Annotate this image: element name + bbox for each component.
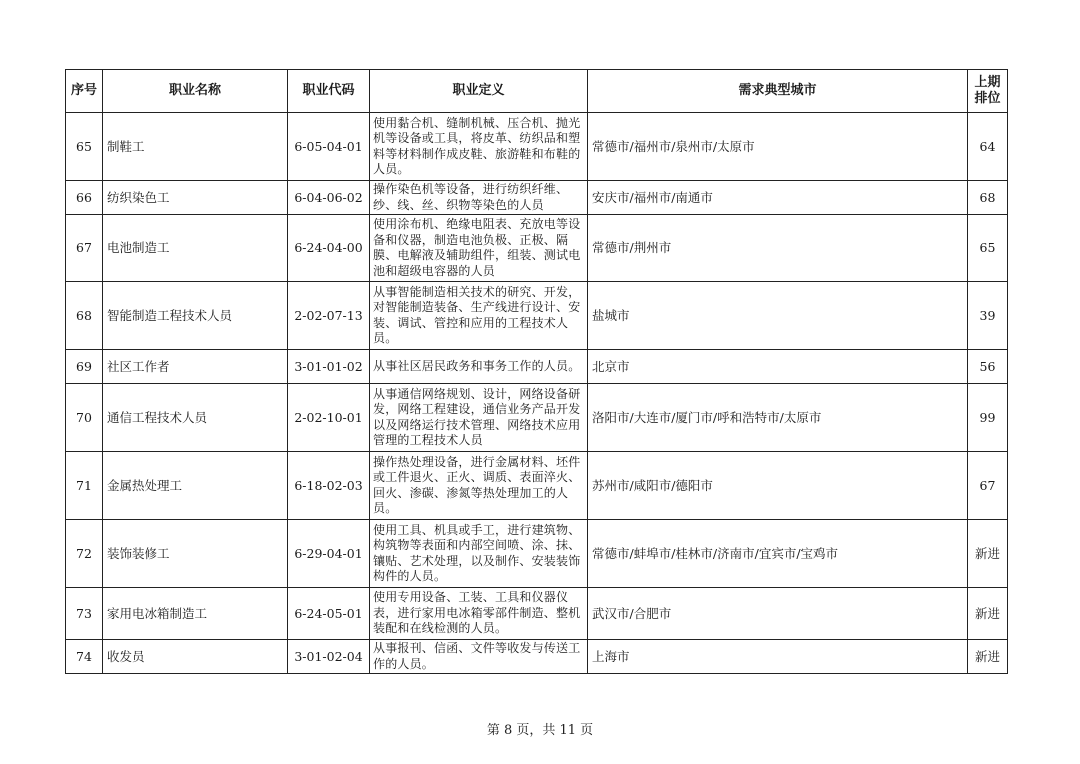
row-occupation-name: 通信工程技术人员 [103, 384, 288, 452]
row-occupation-code: 6-05-04-01 [288, 113, 370, 181]
row-occupation-code: 3-01-02-04 [288, 640, 370, 674]
header-typical-cities: 需求典型城市 [588, 70, 968, 113]
row-occupation-code: 3-01-01-02 [288, 350, 370, 384]
row-occupation-code: 2-02-10-01 [288, 384, 370, 452]
row-occupation-definition: 使用专用设备、工装、工具和仪器仪表，进行家用电冰箱零部件制造、整机装配和在线检测的人员。 [370, 588, 588, 640]
row-index: 70 [66, 384, 103, 452]
row-index: 66 [66, 181, 103, 215]
row-index: 65 [66, 113, 103, 181]
row-previous-rank: 67 [968, 452, 1008, 520]
row-occupation-code: 6-24-04-00 [288, 215, 370, 282]
row-typical-cities: 常德市/荆州市 [588, 215, 968, 282]
table-row [66, 588, 1008, 640]
row-typical-cities: 洛阳市/大连市/厦门市/呼和浩特市/太原市 [588, 384, 968, 452]
row-occupation-name: 电池制造工 [103, 215, 288, 282]
header-occupation-definition: 职业定义 [370, 70, 588, 113]
row-index: 68 [66, 282, 103, 350]
row-typical-cities: 北京市 [588, 350, 968, 384]
row-occupation-name: 制鞋工 [103, 113, 288, 181]
row-occupation-definition: 操作染色机等设备，进行纺织纤维、纱、线、丝、织物等染色的人员 [370, 181, 588, 215]
row-occupation-definition: 从事报刊、信函、文件等收发与传送工作的人员。 [370, 640, 588, 674]
row-index: 69 [66, 350, 103, 384]
row-occupation-code: 6-29-04-01 [288, 520, 370, 588]
table-row [66, 215, 1008, 282]
row-occupation-name: 智能制造工程技术人员 [103, 282, 288, 350]
row-occupation-name: 家用电冰箱制造工 [103, 588, 288, 640]
row-previous-rank: 新进 [968, 640, 1008, 674]
header-index: 序号 [66, 70, 103, 113]
row-previous-rank: 39 [968, 282, 1008, 350]
row-previous-rank: 新进 [968, 588, 1008, 640]
row-occupation-name: 纺织染色工 [103, 181, 288, 215]
row-previous-rank: 68 [968, 181, 1008, 215]
table-row [66, 181, 1008, 215]
header-occupation-name: 职业名称 [103, 70, 288, 113]
table-row [66, 520, 1008, 588]
header-occupation-code: 职业代码 [288, 70, 370, 113]
table-row [66, 640, 1008, 674]
row-occupation-code: 6-18-02-03 [288, 452, 370, 520]
row-previous-rank: 99 [968, 384, 1008, 452]
row-occupation-code: 6-24-05-01 [288, 588, 370, 640]
career-table [65, 69, 1008, 674]
row-occupation-name: 社区工作者 [103, 350, 288, 384]
row-occupation-name: 装饰装修工 [103, 520, 288, 588]
row-index: 73 [66, 588, 103, 640]
page-footer: 第 8 页，共 11 页 [486, 723, 594, 738]
row-typical-cities: 安庆市/福州市/南通市 [588, 181, 968, 215]
row-index: 71 [66, 452, 103, 520]
row-previous-rank: 64 [968, 113, 1008, 181]
row-previous-rank: 56 [968, 350, 1008, 384]
table-row [66, 282, 1008, 350]
header-previous-rank: 上期排位 [968, 70, 1008, 113]
row-occupation-definition: 使用黏合机、缝制机械、压合机、抛光机等设备或工具，将皮革、纺织品和塑料等材料制作成皮鞋、旅游鞋和布鞋的人员。 [370, 113, 588, 181]
row-index: 74 [66, 640, 103, 674]
row-typical-cities: 盐城市 [588, 282, 968, 350]
row-occupation-definition: 使用工具、机具或手工，进行建筑物、构筑物等表面和内部空间喷、涂、抹、镶贴、艺术处理，以及制作、安装装饰构件的人员。 [370, 520, 588, 588]
row-previous-rank: 新进 [968, 520, 1008, 588]
row-index: 67 [66, 215, 103, 282]
row-occupation-definition: 操作热处理设备，进行金属材料、坯件或工件退火、正火、调质、表面淬火、回火、渗碳、渗氮等热处理加工的人员。 [370, 452, 588, 520]
row-occupation-definition: 从事智能制造相关技术的研究、开发，对智能制造装备、生产线进行设计、安装、调试、管控和应用的工程技术人员。 [370, 282, 588, 350]
row-typical-cities: 常德市/蚌埠市/桂林市/济南市/宜宾市/宝鸡市 [588, 520, 968, 588]
row-occupation-name: 收发员 [103, 640, 288, 674]
row-occupation-code: 2-02-07-13 [288, 282, 370, 350]
row-occupation-definition: 从事通信网络规划、设计，网络设备研发，网络工程建设，通信业务产品开发以及网络运行技术管理、网络技术应用管理的工程技术人员 [370, 384, 588, 452]
row-typical-cities: 苏州市/咸阳市/德阳市 [588, 452, 968, 520]
row-typical-cities: 常德市/福州市/泉州市/太原市 [588, 113, 968, 181]
table-row [66, 384, 1008, 452]
row-previous-rank: 65 [968, 215, 1008, 282]
row-typical-cities: 武汉市/合肥市 [588, 588, 968, 640]
row-occupation-definition: 从事社区居民政务和事务工作的人员。 [370, 350, 588, 384]
row-index: 72 [66, 520, 103, 588]
table-row [66, 113, 1008, 181]
row-occupation-name: 金属热处理工 [103, 452, 288, 520]
table-row [66, 452, 1008, 520]
row-occupation-definition: 使用涂布机、绝缘电阻表、充放电等设备和仪器，制造电池负极、正极、隔膜、电解液及辅助组件，组装、测试电池和超级电容器的人员 [370, 215, 588, 282]
table-row [66, 350, 1008, 384]
row-occupation-code: 6-04-06-02 [288, 181, 370, 215]
table-header-row [66, 70, 1008, 113]
row-typical-cities: 上海市 [588, 640, 968, 674]
